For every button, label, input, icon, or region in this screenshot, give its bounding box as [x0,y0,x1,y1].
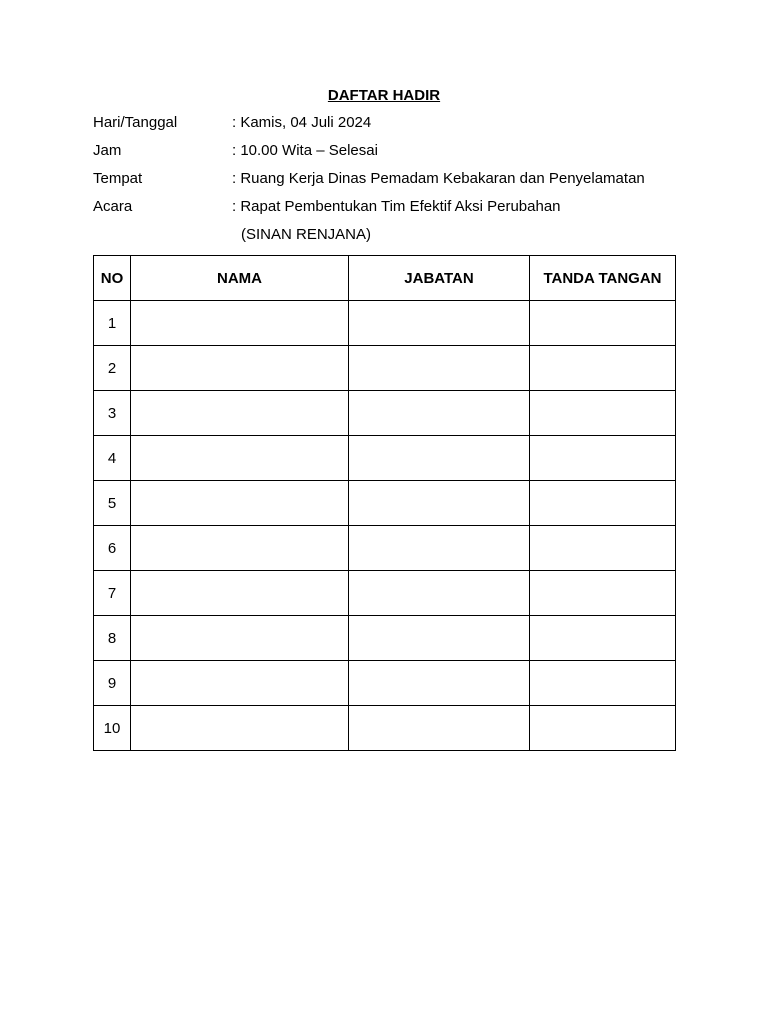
header-no: NO [94,256,131,301]
cell-jabatan [349,616,530,661]
table-row [94,301,676,346]
cell-nama [131,526,349,571]
table-row [94,346,676,391]
cell-nama [131,571,349,616]
cell-jabatan [349,706,530,751]
cell-jabatan [349,436,530,481]
table-row [94,526,676,571]
cell-jabatan [349,301,530,346]
cell-nama [131,481,349,526]
info-label-day-date: Hari/Tanggal [93,114,178,131]
cell-no: 2 [94,346,131,391]
cell-jabatan [349,526,530,571]
cell-no: 9 [94,661,131,706]
cell-tanda-tangan [530,301,676,346]
cell-jabatan [349,661,530,706]
cell-jabatan [349,481,530,526]
cell-nama [131,391,349,436]
table-row [94,391,676,436]
cell-no: 5 [94,481,131,526]
table-row [94,661,676,706]
cell-tanda-tangan [530,571,676,616]
cell-tanda-tangan [530,706,676,751]
cell-tanda-tangan [530,481,676,526]
table-row [94,616,676,661]
document-title: DAFTAR HADIR [327,87,441,104]
cell-nama [131,346,349,391]
header-jabatan: JABATAN [349,256,530,301]
cell-no: 4 [94,436,131,481]
table-row [94,571,676,616]
info-value-day-date: : Kamis, 04 Juli 2024 [232,114,372,131]
cell-no: 3 [94,391,131,436]
cell-tanda-tangan [530,616,676,661]
cell-jabatan [349,346,530,391]
info-label-event: Acara [93,198,133,215]
table-row [94,481,676,526]
cell-no: 10 [94,706,131,751]
cell-nama [131,436,349,481]
cell-tanda-tangan [530,436,676,481]
cell-nama [131,301,349,346]
cell-jabatan [349,571,530,616]
attendance-table [93,255,676,751]
cell-tanda-tangan [530,391,676,436]
info-value-place: : Ruang Kerja Dinas Pemadam Kebakaran dan Penyelamatan [232,170,645,187]
table-header-row [94,256,676,301]
cell-nama [131,616,349,661]
cell-no: 7 [94,571,131,616]
cell-nama [131,661,349,706]
cell-no: 6 [94,526,131,571]
cell-jabatan [349,391,530,436]
cell-tanda-tangan [530,526,676,571]
cell-tanda-tangan [530,661,676,706]
info-value-event: : Rapat Pembentukan Tim Efektif Aksi Perubahan [232,198,561,215]
table-row [94,436,676,481]
table-row [94,706,676,751]
info-value-time: : 10.00 Wita – Selesai [232,142,378,159]
info-value-event-cont: (SINAN RENJANA) [241,226,372,243]
info-label-place: Tempat [93,170,143,187]
cell-no: 1 [94,301,131,346]
cell-nama [131,706,349,751]
info-label-time: Jam [93,142,122,159]
header-tanda-tangan: TANDA TANGAN [530,256,676,301]
cell-no: 8 [94,616,131,661]
cell-tanda-tangan [530,346,676,391]
header-nama: NAMA [131,256,349,301]
